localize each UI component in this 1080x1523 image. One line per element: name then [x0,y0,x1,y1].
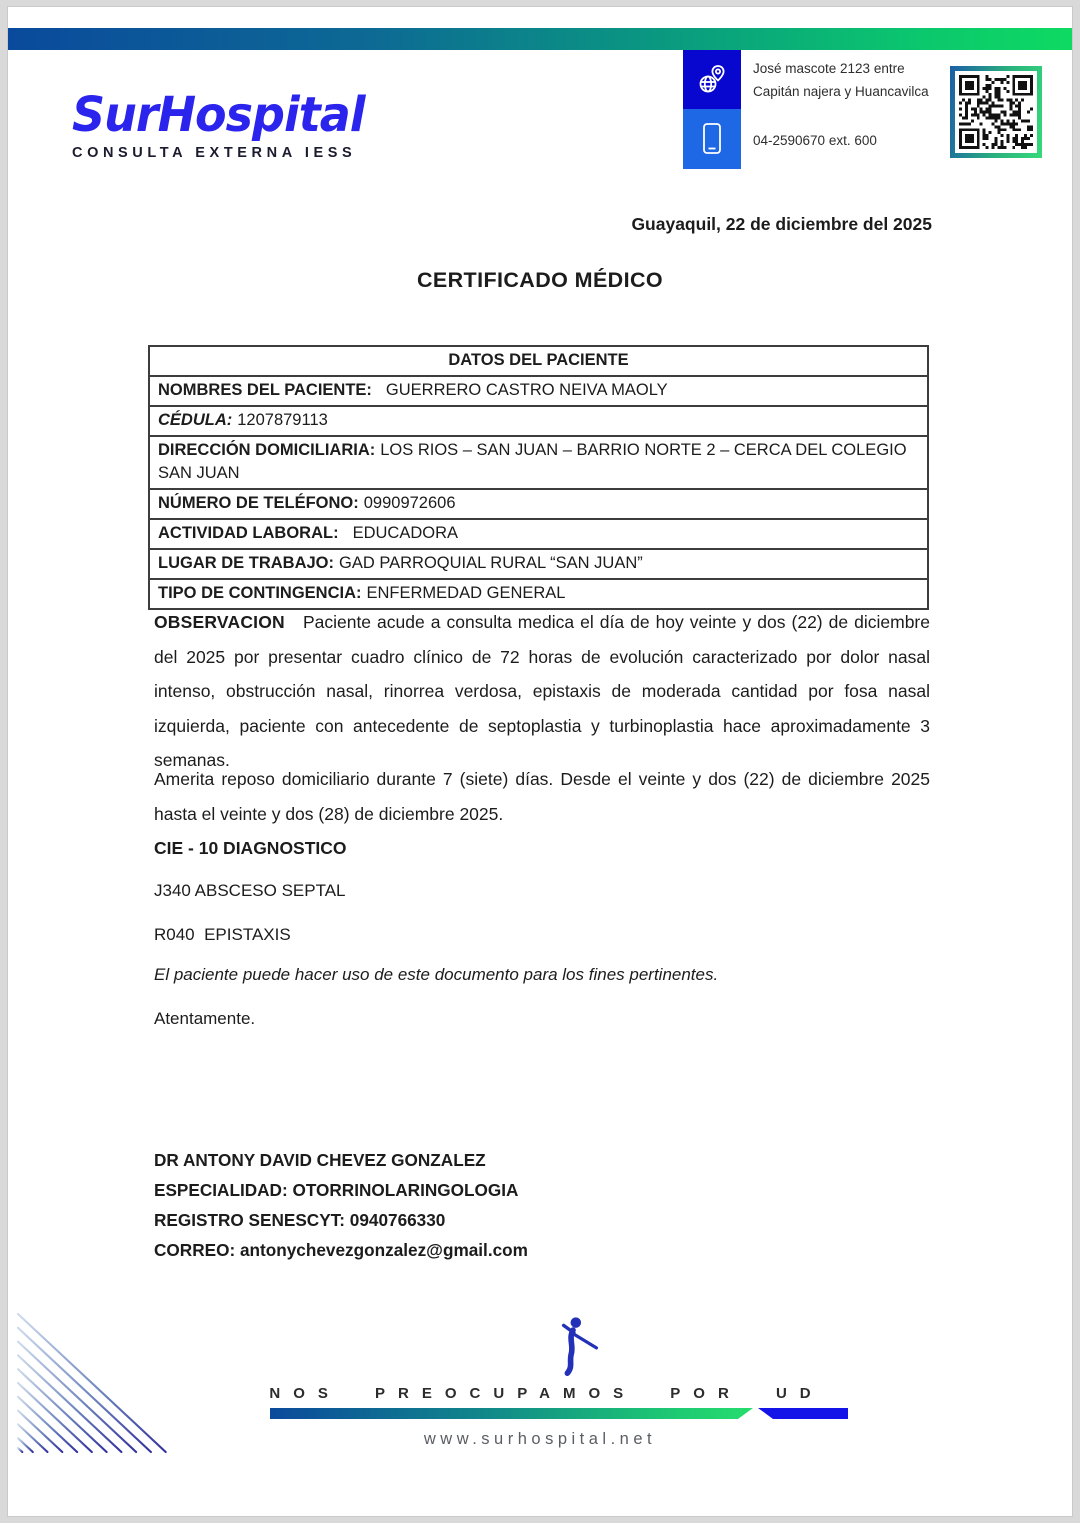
document-title: CERTIFICADO MÉDICO [416,268,664,292]
usage-note: El paciente puede hacer uso de este documento para los fines pertinentes. [154,965,719,984]
diagnosis-line: J340 ABSCESO SEPTAL [154,881,346,900]
document-page [8,7,1072,1516]
cie10-heading: CIE - 10 DIAGNOSTICO [154,838,347,858]
doctor-specialty: ESPECIALIDAD: OTORRINOLARINGOLOGIA [154,1180,519,1200]
phone-icon [683,109,741,169]
contact-info-block [683,50,929,169]
footer-slogan: NOS PREOCUPAMOS POR UD [269,1385,824,1402]
observation-text: Paciente acude a consulta medica el día de hoy veinte y dos (22) de diciembre del 2025 por presentar cuadro clínico de 72 horas de evolución caracterizado por dolor nasal intenso, obstrucción nasal, rinorrea verdosa, epistaxis de moderada cantidad por fosa nasal izquierda, paciente con antecedente de septoplastia y turbinoplastia hace aproximadamente 3 semanas. [154,612,930,770]
table-row-cedula: CÉDULA: 1207879113 [150,405,927,435]
logo-wordmark: SurHospital [72,85,365,143]
doctor-signature-block [154,1145,528,1265]
table-header: DATOS DEL PACIENTE [448,351,629,369]
table-row-trabajo: LUGAR DE TRABAJO: GAD PARROQUIAL RURAL “SAN JUAN” [150,548,927,578]
doctor-name: DR ANTONY DAVID CHEVEZ GONZALEZ [154,1150,486,1170]
footer-bar-gradient-segment [270,1408,753,1419]
observation-label: OBSERVACION [154,612,285,632]
location-icon [683,50,741,109]
address-line-1: José mascote 2123 entre [753,61,905,76]
logo-tagline: CONSULTA EXTERNA IESS [72,145,357,161]
footer-bar-blue-segment [758,1408,848,1419]
doctor-email: CORREO: antonychevezgonzalez@gmail.com [154,1240,528,1260]
diagnosis-line: R040 EPISTAXIS [154,925,291,944]
table-row-actividad: ACTIVIDAD LABORAL: EDUCADORA [150,518,927,548]
phone-number: 04-2590670 ext. 600 [753,133,877,148]
observation-paragraph [154,605,930,778]
document-date: Guayaquil, 22 de diciembre del 2025 [631,214,932,234]
table-row-nombres: NOMBRES DEL PACIENTE: GUERRERO CASTRO NEIVA MAOLY [150,375,927,405]
hospital-logo [72,87,365,161]
table-row-direccion: DIRECCIÓN DOMICILIARIA: LOS RIOS – SAN JUAN – BARRIO NORTE 2 – CERCA DEL COLEGIO SAN JUAN [150,435,927,488]
table-row-telefono: NÚMERO DE TELÉFONO: 0990972606 [150,488,927,518]
doctor-registry: REGISTRO SENESCYT: 0940766330 [154,1210,446,1230]
patient-data-table [148,345,929,610]
address-line-2: Capitán najera y Huancavilca [753,84,929,99]
closing-word: Atentamente. [154,1009,256,1028]
footer-website: www.surhospital.net [423,1430,657,1448]
table-row-contingencia: TIPO DE CONTINGENCIA: ENFERMEDAD GENERAL [150,578,927,608]
rest-paragraph: Amerita reposo domiciliario durante 7 (siete) días. Desde el veinte y dos (22) de diciembre 2025 hasta el veinte y dos (28) de diciembre 2025. [154,769,930,824]
qr-code [950,66,1042,158]
diagonal-lines-decoration [10,1300,210,1470]
jumping-person-icon [544,1316,602,1376]
header-gradient-bar [8,28,1072,50]
